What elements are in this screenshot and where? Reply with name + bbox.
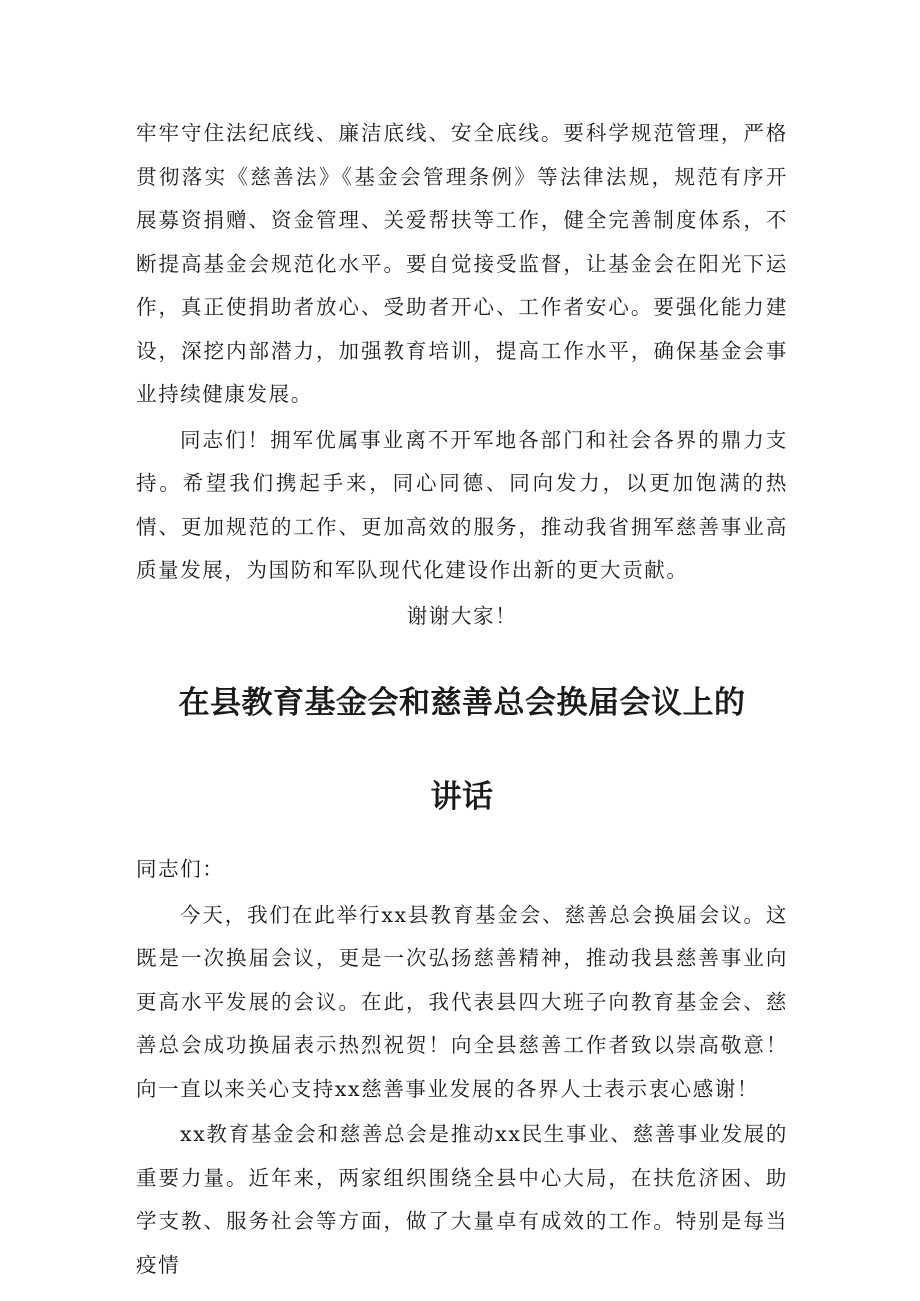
speech-paragraph-2: xx教育基金会和慈善总会是推动xx民生事业、慈善事业发展的重要力量。近年来，两家组织围绕全县中心大局，在扶危济困、助学支教、服务社会等方面，做了大量卓有成效的工作。特别是每当疫情 xyxy=(136,1122,788,1277)
speech-title-line-1: 在县教育基金会和慈善总会换届会议上的 xyxy=(178,685,746,721)
speech-title-line-2: 讲话 xyxy=(430,779,494,815)
document-page xyxy=(136,112,788,1287)
speech-title xyxy=(136,656,788,844)
thanks-line: 谢谢大家！ xyxy=(406,603,518,628)
speech-paragraph-1: 今天，我们在此举行xx县教育基金会、慈善总会换届会议。这既是一次换届会议，更是一次弘扬慈善精神，推动我县慈善事业向更高水平发展的会议。在此，我代表县四大班子向教育基金会、慈善总会成功换届表示热烈祝贺！向全县慈善工作者致以崇高敬意！向一直以来关心支持xx慈善事业发展的各界人士表示衷心感谢！ xyxy=(136,902,788,1101)
salutation: 同志们： xyxy=(136,857,225,881)
continued-paragraph: 牢牢守住法纪底线、廉洁底线、安全底线。要科学规范管理，严格贯彻落实《慈善法》《基金会管理条例》等法律法规，规范有序开展募资捐赠、资金管理、关爱帮扶等工作，健全完善制度体系，不断提高基金会规范化水平。要自觉接受监督，让基金会在阳光下运作，真正使捐助者放心、受助者开心、工作者安心。要强化能力建设，深挖内部潜力，加强教育培训，提高工作水平，确保基金会事业持续健康发展。 xyxy=(136,121,788,406)
closing-paragraph: 同志们！拥军优属事业离不开军地各部门和社会各界的鼎力支持。希望我们携起手来，同心同德、同向发力，以更加饱满的热情、更加规范的工作、更加高效的服务，推动我省拥军慈善事业高质量发展，为国防和军队现代化建设作出新的更大贡献。 xyxy=(136,427,788,582)
